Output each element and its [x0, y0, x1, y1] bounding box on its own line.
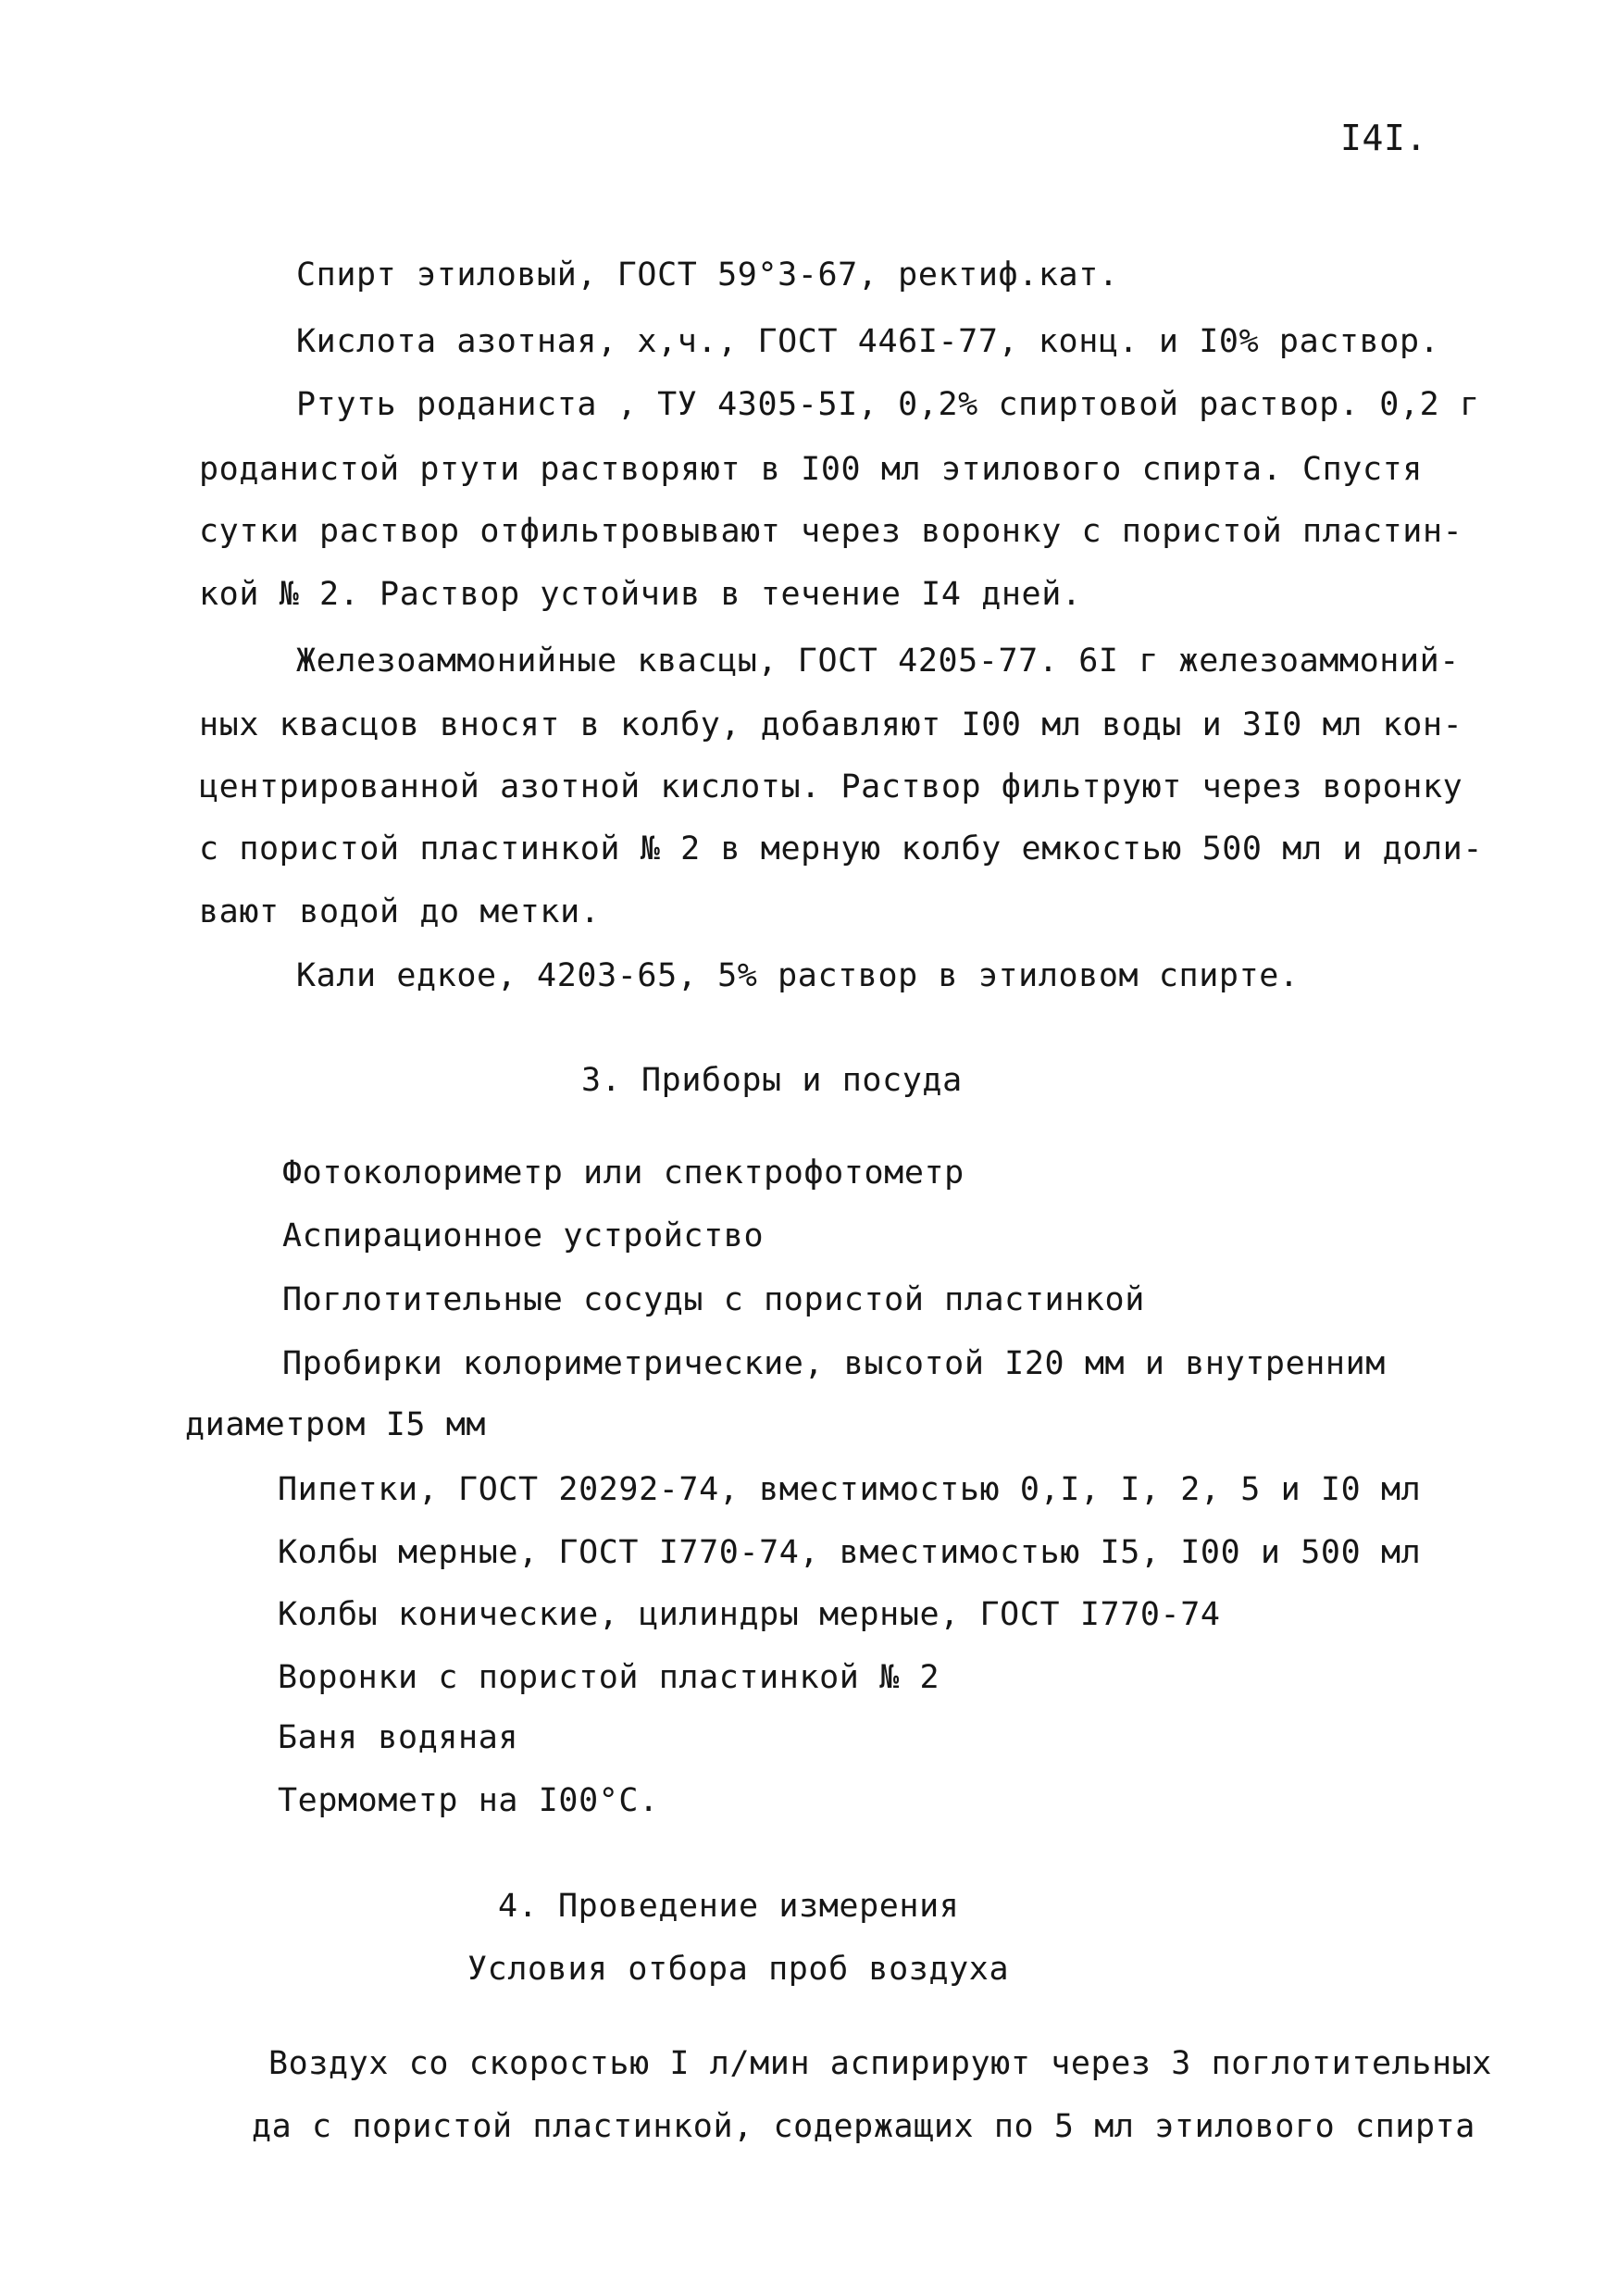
reagent-line: сутки раствор отфильтровывают через воронку с пористой пластин- — [199, 513, 1463, 550]
section-subheading: Условия отбора проб воздуха — [467, 1951, 1010, 1988]
reagent-line: вают водой до метки. — [199, 893, 601, 930]
equipment-item: Воронки с пористой пластинкой № 2 — [278, 1659, 940, 1696]
equipment-item: Фотоколориметр или спектрофотометр — [282, 1154, 965, 1192]
equipment-item: Пипетки, ГОСТ 20292-74, вместимостью 0,I, I, 2, 5 и I0 мл — [278, 1471, 1422, 1508]
equipment-item: диаметром I5 мм — [185, 1406, 487, 1443]
reagent-line: Кислота азотная, х,ч., ГОСТ 446I-77, конц. и I0% раствор. — [296, 323, 1440, 360]
equipment-item: Термометр на I00°С. — [278, 1782, 659, 1819]
equipment-item: Колбы конические, цилиндры мерные, ГОСТ I770-74 — [278, 1596, 1221, 1633]
procedure-line: Воздух со скоростью I л/мин аспирируют через 3 поглотительных — [268, 2045, 1492, 2082]
reagent-line: Ртуть роданиста , ТУ 4305-5I, 0,2% спиртовой раствор. 0,2 г — [296, 386, 1480, 423]
equipment-item: Поглотительные сосуды с пористой пластинкой — [282, 1281, 1145, 1318]
equipment-item: Аспирационное устройство — [282, 1217, 765, 1254]
equipment-item: Пробирки колориметрические, высотой I20 мм и внутренним — [282, 1345, 1386, 1382]
reagent-line: с пористой пластинкой № 2 в мерную колбу емкостью 500 мл и доли- — [199, 830, 1483, 867]
reagent-line: Спирт этиловый, ГОСТ 59°3-67, ректиф.кат. — [296, 256, 1119, 293]
reagent-line: роданистой ртути растворяют в I00 мл этилового спирта. Спустя — [199, 451, 1423, 488]
equipment-item: Баня водяная — [278, 1719, 519, 1756]
section-heading: 3. Приборы и посуда — [581, 1062, 963, 1099]
page-number: I4I. — [1340, 118, 1427, 158]
reagent-line: кой № 2. Раствор устойчив в течение I4 дней. — [199, 576, 1082, 613]
section-heading: 4. Проведение измерения — [498, 1888, 960, 1925]
procedure-line: да с пористой пластинкой, содержащих по 5 мл этилового спирта — [252, 2108, 1475, 2145]
reagent-line: Железоаммонийные квасцы, ГОСТ 4205-77. 6I г железоаммоний- — [296, 643, 1460, 680]
equipment-item: Колбы мерные, ГОСТ I770-74, вместимостью I5, I00 и 500 мл — [278, 1534, 1422, 1571]
reagent-line: центрированной азотной кислоты. Раствор фильтруют через воронку — [199, 768, 1463, 805]
reagent-line: Кали едкое, 4203-65, 5% раствор в этиловом спирте. — [296, 957, 1300, 994]
reagent-line: ных квасцов вносят в колбу, добавляют I00 мл воды и 3I0 мл кон- — [199, 706, 1463, 743]
